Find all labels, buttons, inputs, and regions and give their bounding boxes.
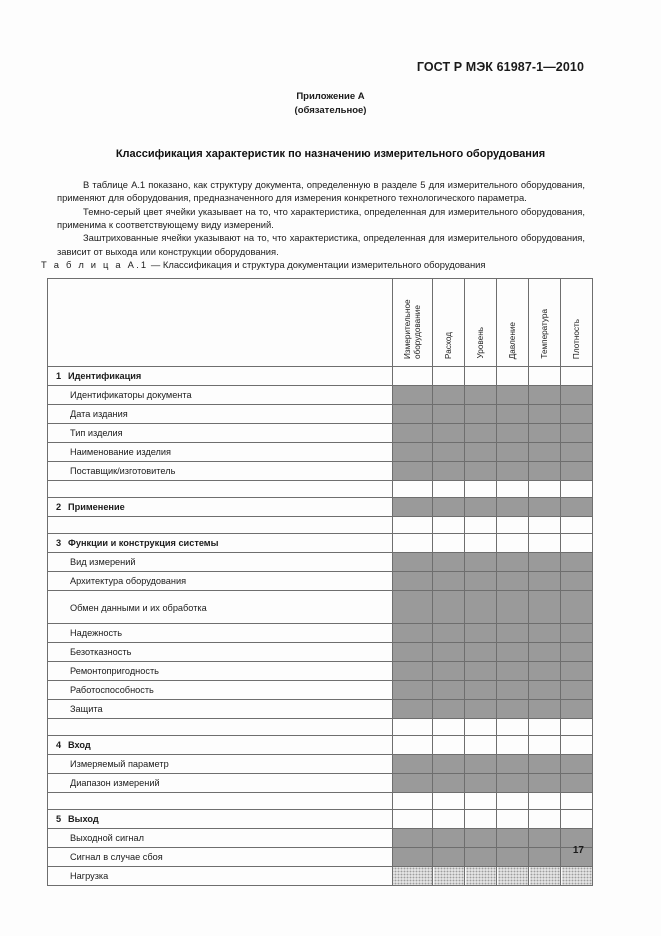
cell-empty: [497, 736, 529, 755]
table-row: [48, 517, 593, 534]
cell-filled: [529, 386, 561, 405]
cell-empty: [497, 517, 529, 534]
cell-filled: [497, 774, 529, 793]
cell-filled: [465, 700, 497, 719]
cell-empty: [433, 736, 465, 755]
cell-filled: [433, 624, 465, 643]
row-label-text: Идентификация: [68, 371, 142, 381]
row-label-text: Наименование изделия: [70, 447, 172, 457]
cell-empty: [561, 517, 593, 534]
cell-filled: [465, 553, 497, 572]
cell-filled: [393, 498, 433, 517]
cell-filled: [465, 405, 497, 424]
row-label: [48, 662, 393, 681]
row-spacer: [48, 481, 393, 498]
row-label-text: Дата издания: [70, 409, 128, 419]
cell-empty: [393, 719, 433, 736]
row-spacer: [48, 517, 393, 534]
column-header-density: [561, 279, 593, 367]
cell-filled: [497, 553, 529, 572]
section-number: 4: [56, 740, 62, 750]
cell-filled: [561, 572, 593, 591]
column-header-label: Плотность: [571, 318, 581, 359]
cell-filled: [529, 553, 561, 572]
table-row: [48, 848, 593, 867]
table-row: [48, 736, 593, 755]
row-label-text: Применение: [68, 502, 125, 512]
cell-filled: [561, 424, 593, 443]
row-label-section: [48, 367, 393, 386]
table-row: [48, 591, 593, 624]
cell-empty: [529, 481, 561, 498]
cell-filled: [433, 424, 465, 443]
row-label-text: Защита: [70, 704, 103, 714]
row-label-text: Функции и конструкция системы: [68, 538, 219, 548]
row-label: [48, 443, 393, 462]
table-caption-dash: —: [150, 259, 161, 270]
column-header-label: Расход: [443, 332, 453, 359]
cell-filled: [433, 774, 465, 793]
cell-empty: [561, 810, 593, 829]
cell-filled: [529, 624, 561, 643]
cell-filled: [561, 700, 593, 719]
cell-filled: [465, 386, 497, 405]
cell-filled: [529, 424, 561, 443]
cell-filled: [393, 662, 433, 681]
row-label-text: Идентификаторы документа: [70, 390, 192, 400]
row-label: [48, 681, 393, 700]
cell-filled: [393, 755, 433, 774]
cell-filled: [465, 462, 497, 481]
cell-filled: [497, 755, 529, 774]
column-header-label: Уровень: [475, 327, 485, 359]
row-label-text: Тип изделия: [70, 428, 123, 438]
row-label-text: Выходной сигнал: [70, 833, 144, 843]
row-label: [48, 405, 393, 424]
table-row: [48, 462, 593, 481]
cell-filled: [561, 591, 593, 624]
cell-filled: [433, 848, 465, 867]
row-label: [48, 386, 393, 405]
cell-filled: [433, 443, 465, 462]
row-label-section: [48, 736, 393, 755]
row-spacer: [48, 719, 393, 736]
intro-paragraph-1: В таблице А.1 показано, как структуру документа, определенную в разделе 5 для измерительного оборудования, применяют для оборудования, предназначенного для измерения конкретного технологического параметра.: [57, 179, 585, 204]
page-number: 17: [572, 845, 584, 856]
table-caption-text: Классификация и структура документации измерительного оборудования: [162, 259, 486, 270]
cell-filled: [529, 700, 561, 719]
cell-filled: [465, 624, 497, 643]
table-row: [48, 810, 593, 829]
table-row: [48, 829, 593, 848]
cell-filled: [393, 774, 433, 793]
cell-filled: [393, 386, 433, 405]
cell-filled: [465, 662, 497, 681]
annex-title: Приложение А: [296, 91, 365, 102]
cell-empty: [465, 367, 497, 386]
cell-empty: [497, 534, 529, 553]
cell-filled: [529, 829, 561, 848]
row-label: [48, 462, 393, 481]
cell-filled: [433, 386, 465, 405]
cell-filled: [529, 572, 561, 591]
column-header-label: Давление: [507, 321, 517, 359]
cell-filled: [561, 774, 593, 793]
table-body: [48, 367, 593, 886]
cell-filled: [393, 591, 433, 624]
cell-filled: [465, 572, 497, 591]
cell-empty: [497, 793, 529, 810]
cell-filled: [529, 774, 561, 793]
annex-kind: (обязательное): [294, 105, 367, 116]
cell-empty: [561, 534, 593, 553]
cell-empty: [393, 367, 433, 386]
cell-empty: [393, 736, 433, 755]
header-corner-cell: [48, 279, 393, 367]
cell-filled: [497, 643, 529, 662]
cell-filled: [529, 755, 561, 774]
table-row: [48, 681, 593, 700]
cell-filled: [497, 662, 529, 681]
cell-filled: [561, 681, 593, 700]
cell-filled: [529, 591, 561, 624]
cell-empty: [465, 736, 497, 755]
cell-filled: [433, 829, 465, 848]
row-label-text: Выход: [68, 814, 99, 824]
cell-filled: [433, 643, 465, 662]
cell-empty: [393, 517, 433, 534]
row-label: [48, 774, 393, 793]
row-label: [48, 867, 393, 886]
cell-filled: [465, 774, 497, 793]
intro-text: [57, 178, 585, 258]
column-header-pressure: [497, 279, 529, 367]
intro-paragraph-2: Темно-серый цвет ячейки указывает на то, что характеристика, определенная для измерительного оборудования, применима к соответствующему виду измерений.: [57, 205, 585, 231]
table-caption-label: Т а б л и ц а А.1: [41, 259, 149, 270]
cell-filled: [433, 462, 465, 481]
table-row: [48, 443, 593, 462]
cell-filled: [561, 624, 593, 643]
table-header-row: [48, 279, 593, 367]
cell-filled: [529, 662, 561, 681]
cell-filled: [497, 700, 529, 719]
cell-filled: [561, 553, 593, 572]
cell-filled: [433, 700, 465, 719]
cell-filled: [433, 755, 465, 774]
row-label-text: Измеряемый параметр: [70, 759, 169, 769]
cell-filled: [497, 443, 529, 462]
cell-filled: [433, 591, 465, 624]
cell-filled: [393, 572, 433, 591]
table-row: [48, 386, 593, 405]
row-label: [48, 553, 393, 572]
cell-filled: [561, 643, 593, 662]
cell-empty: [433, 793, 465, 810]
table-row: [48, 624, 593, 643]
cell-filled: [393, 443, 433, 462]
cell-filled: [529, 443, 561, 462]
cell-filled: [497, 624, 529, 643]
row-label-text: Ремонтопригодность: [70, 666, 159, 676]
cell-filled: [529, 405, 561, 424]
cell-filled: [497, 424, 529, 443]
cell-filled: [497, 498, 529, 517]
cell-filled: [465, 443, 497, 462]
column-header-flow: [433, 279, 465, 367]
row-label: [48, 572, 393, 591]
cell-filled: [465, 681, 497, 700]
cell-filled: [465, 591, 497, 624]
cell-hatched: [465, 867, 497, 886]
cell-filled: [465, 424, 497, 443]
cell-filled: [433, 498, 465, 517]
cell-filled: [497, 462, 529, 481]
row-label: [48, 700, 393, 719]
row-label-text: Безотказность: [70, 647, 132, 657]
classification-table-wrapper: [47, 278, 584, 886]
table-row: [48, 700, 593, 719]
row-label-text: Поставщик/изготовитель: [70, 466, 176, 476]
row-label-text: Вход: [68, 740, 91, 750]
cell-empty: [433, 810, 465, 829]
cell-empty: [465, 810, 497, 829]
row-label-section: [48, 498, 393, 517]
row-label: [48, 755, 393, 774]
row-label-text: Работоспособность: [70, 685, 154, 695]
cell-filled: [433, 405, 465, 424]
cell-filled: [393, 681, 433, 700]
table-row: [48, 553, 593, 572]
table-head: [48, 279, 593, 367]
table-caption: [41, 259, 485, 270]
cell-empty: [529, 534, 561, 553]
cell-filled: [529, 643, 561, 662]
cell-empty: [433, 534, 465, 553]
cell-filled: [561, 498, 593, 517]
row-label-text: Сигнал в случае сбоя: [70, 852, 163, 862]
section-number: 2: [56, 502, 62, 512]
cell-empty: [529, 719, 561, 736]
cell-filled: [561, 405, 593, 424]
cell-hatched: [561, 867, 593, 886]
cell-filled: [561, 443, 593, 462]
cell-empty: [529, 367, 561, 386]
cell-filled: [465, 755, 497, 774]
row-label-text: Диапазон измерений: [70, 778, 160, 788]
cell-empty: [561, 481, 593, 498]
cell-filled: [529, 681, 561, 700]
cell-empty: [433, 481, 465, 498]
column-header-label: Температура: [539, 309, 549, 359]
cell-filled: [393, 405, 433, 424]
section-number: 3: [56, 538, 62, 548]
table-row: [48, 793, 593, 810]
cell-empty: [561, 793, 593, 810]
cell-filled: [393, 829, 433, 848]
cell-empty: [465, 481, 497, 498]
row-label-text: Нагрузка: [70, 871, 109, 881]
row-label-section: [48, 534, 393, 553]
table-row: [48, 424, 593, 443]
table-row: [48, 867, 593, 886]
cell-filled: [561, 662, 593, 681]
cell-empty: [497, 719, 529, 736]
cell-filled: [497, 572, 529, 591]
row-spacer: [48, 793, 393, 810]
table-row: [48, 572, 593, 591]
cell-hatched: [497, 867, 529, 886]
cell-filled: [465, 848, 497, 867]
table-row: [48, 498, 593, 517]
cell-filled: [561, 386, 593, 405]
table-row: [48, 534, 593, 553]
annex-heading: [0, 90, 661, 118]
cell-empty: [433, 367, 465, 386]
cell-filled: [393, 643, 433, 662]
cell-filled: [497, 681, 529, 700]
cell-filled: [465, 829, 497, 848]
column-header-level: [465, 279, 497, 367]
cell-filled: [433, 572, 465, 591]
row-label: [48, 848, 393, 867]
cell-empty: [561, 367, 593, 386]
classification-table: [47, 278, 593, 886]
cell-filled: [433, 662, 465, 681]
row-label: [48, 591, 393, 624]
cell-filled: [497, 829, 529, 848]
table-row: [48, 481, 593, 498]
cell-hatched: [393, 867, 433, 886]
cell-empty: [497, 810, 529, 829]
cell-empty: [393, 793, 433, 810]
cell-empty: [433, 517, 465, 534]
table-row: [48, 405, 593, 424]
row-label-section: [48, 810, 393, 829]
cell-filled: [393, 624, 433, 643]
cell-hatched: [433, 867, 465, 886]
cell-filled: [529, 848, 561, 867]
cell-empty: [433, 719, 465, 736]
table-row: [48, 755, 593, 774]
row-label-text: Надежность: [70, 628, 123, 638]
cell-filled: [393, 424, 433, 443]
cell-filled: [561, 755, 593, 774]
table-row: [48, 719, 593, 736]
cell-empty: [529, 810, 561, 829]
cell-filled: [465, 643, 497, 662]
cell-empty: [561, 719, 593, 736]
cell-filled: [393, 553, 433, 572]
cell-filled: [497, 386, 529, 405]
column-header-measuring-equipment: [393, 279, 433, 367]
cell-empty: [497, 481, 529, 498]
table-row: [48, 774, 593, 793]
cell-filled: [497, 591, 529, 624]
standard-identifier: ГОСТ Р МЭК 61987-1—2010: [416, 60, 584, 74]
cell-empty: [393, 810, 433, 829]
table-row: [48, 662, 593, 681]
page-title: Классификация характеристик по назначению измерительного оборудования: [115, 148, 546, 160]
cell-filled: [465, 498, 497, 517]
column-header-label: Измерительное оборудование: [402, 299, 422, 359]
cell-filled: [393, 848, 433, 867]
cell-filled: [529, 462, 561, 481]
table-row: [48, 367, 593, 386]
cell-empty: [465, 719, 497, 736]
row-label-text: Вид измерений: [70, 557, 136, 567]
cell-filled: [393, 700, 433, 719]
cell-empty: [529, 793, 561, 810]
cell-empty: [465, 517, 497, 534]
section-number: 5: [56, 814, 62, 824]
cell-filled: [529, 498, 561, 517]
cell-filled: [433, 681, 465, 700]
column-header-temperature: [529, 279, 561, 367]
section-number: 1: [56, 371, 62, 381]
row-label-text: Обмен данными и их обработка: [70, 602, 207, 613]
cell-empty: [529, 736, 561, 755]
cell-empty: [497, 367, 529, 386]
cell-empty: [529, 517, 561, 534]
intro-paragraph-3: Заштрихованные ячейки указывают на то, что характеристика, определенная для измерительного оборудования, зависит от выхода или конструкции оборудования.: [57, 232, 585, 257]
row-label: [48, 424, 393, 443]
cell-empty: [465, 534, 497, 553]
cell-empty: [393, 481, 433, 498]
cell-empty: [465, 793, 497, 810]
cell-filled: [433, 553, 465, 572]
table-row: [48, 643, 593, 662]
cell-hatched: [529, 867, 561, 886]
cell-filled: [497, 405, 529, 424]
row-label: [48, 624, 393, 643]
cell-filled: [561, 462, 593, 481]
row-label: [48, 829, 393, 848]
cell-empty: [561, 736, 593, 755]
row-label: [48, 643, 393, 662]
cell-filled: [497, 848, 529, 867]
row-label-text: Архитектура оборудования: [70, 576, 187, 586]
cell-empty: [393, 534, 433, 553]
cell-filled: [393, 462, 433, 481]
